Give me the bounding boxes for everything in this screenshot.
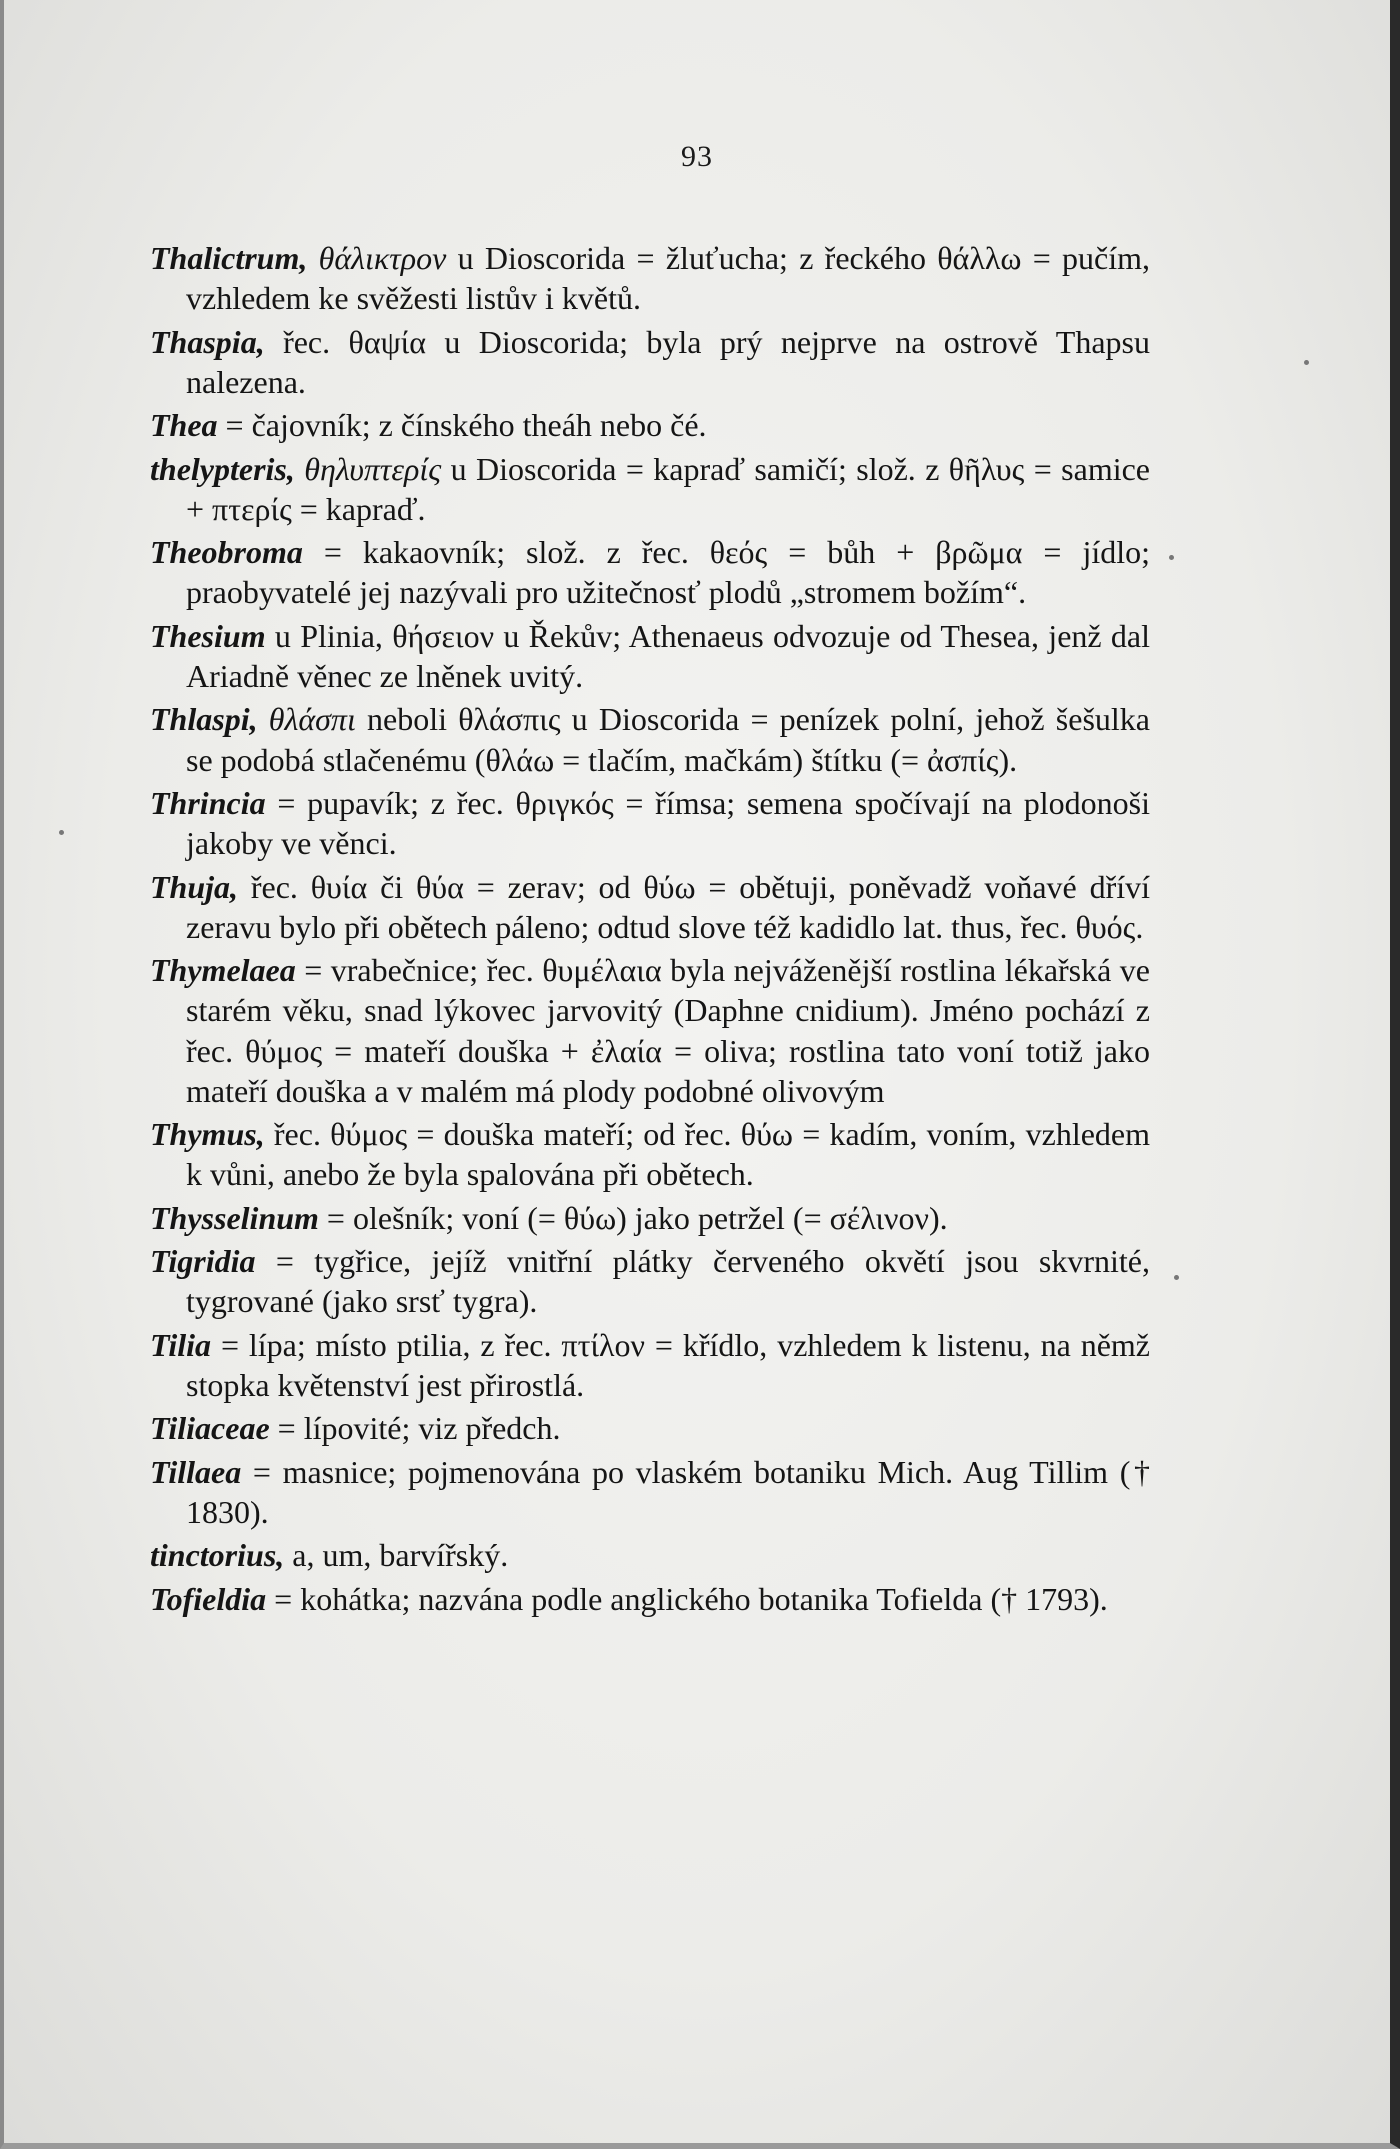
- ink-speck: [1304, 360, 1309, 365]
- entry-headword: Tillaea: [150, 1453, 242, 1490]
- entry-headword: Thaspia,: [150, 323, 265, 360]
- entry: [150, 867, 1150, 947]
- entry: [150, 950, 1150, 1111]
- entry: [150, 1535, 1150, 1575]
- entry: [150, 1198, 1150, 1238]
- entry-headword: Thlaspi,: [150, 701, 258, 738]
- entry-greek: θλάσπι: [268, 701, 356, 738]
- entry: [150, 1579, 1150, 1619]
- entry-text: u Dioscorida = kapraď samičí; slož. z θῆλυς = samice + πτερίς = kapraď.: [186, 450, 1151, 527]
- entry-headword: Tigridia: [150, 1243, 256, 1280]
- entry: [150, 699, 1150, 779]
- entry: [150, 449, 1150, 529]
- entry-headword: Thalictrum,: [150, 240, 308, 276]
- entry: [150, 1241, 1150, 1321]
- entry: [150, 405, 1150, 445]
- entry-text: = pupavík; z řec. θριγκός = římsa; semena spočívají na plodonoši jakoby ve věnci.: [186, 784, 1151, 862]
- entry-headword: Thesium: [150, 617, 266, 654]
- entry: [150, 783, 1150, 863]
- entry-text: = lípa; místo ptilia, z řec. πτίλον = křídlo, vzhledem k listenu, na němž stopka květenství jest přirostlá.: [186, 1326, 1151, 1403]
- entry: [150, 1408, 1150, 1448]
- entry-text: řec. θύμος = douška mateří; od řec. θύω = kadím, voním, vzhledem k vůni, anebo že byla spalována při obětech.: [186, 1116, 1151, 1193]
- entry-greek: θηλυπτερίς: [304, 450, 442, 487]
- entry: [150, 616, 1150, 696]
- entry-text: a, um, barvířský.: [292, 1537, 509, 1574]
- entry-headword: tinctorius,: [150, 1537, 285, 1574]
- ink-speck: [1174, 1275, 1179, 1280]
- entry-headword: Tilia: [150, 1326, 212, 1363]
- entry-headword: Theobroma: [150, 534, 303, 571]
- entry: [150, 1452, 1150, 1532]
- entry-text: u Plinia, θήσειον u Řekův; Athenaeus odvozuje od Thesea, jenž dal Ariadně věnec ze lněnek uvitý.: [186, 617, 1151, 694]
- entry-headword: Thymus,: [150, 1116, 265, 1153]
- ink-speck: [59, 830, 64, 835]
- entry: [150, 1114, 1150, 1194]
- entry-text: = lípovité; viz předch.: [277, 1410, 561, 1447]
- entry-headword: Thea: [150, 407, 218, 444]
- entry-headword: Tofieldia: [150, 1580, 267, 1617]
- entry-text: řec. θυία či θύα = zerav; od θύω = obětuji, poněvadž voňavé dříví zeravu bylo při obětech páleno; odtud slove též kadidlo lat. thus, řec. θυός.: [186, 868, 1151, 945]
- entry-text: řec. θαψία u Dioscorida; byla prý nejprve na ostrově Thapsu nalezena.: [186, 323, 1151, 400]
- entry-text: u Dioscorida = žluťucha; z řeckého θάλλω = pučím, vzhledem ke svěžesti listův i květů.: [186, 240, 1151, 317]
- entry-text: = vrabečnice; řec. θυμέλαια byla nejváženější rostlina lékařská ve starém věku, snad lýkovec jarvovitý (Daphne cnidium). Jméno pochází z řec. θύμος = mateří douška + ἐλαία = oliva; rostlina tato voní totiž jako mateří douška a v malém má plody podobné olivovým: [186, 952, 1151, 1109]
- entry-text: = kohátka; nazvána podle anglického botanika Tofielda († 1793).: [274, 1580, 1108, 1617]
- entry-text: = masnice; pojmenována po vlaském botaniku Mich. Aug Tillim († 1830).: [186, 1453, 1151, 1530]
- entry-headword: thelypteris,: [150, 450, 295, 487]
- entry-text: neboli θλάσπις u Dioscorida = penízek polní, jehož šešulka se podobá stlačenému (θλάω = tlačím, mačkám) štítku (= ἀσπίς).: [186, 701, 1151, 778]
- entry-headword: Thrincia: [150, 784, 266, 821]
- dictionary-entries: [150, 238, 1150, 1622]
- entry-greek: θάλικτρον: [318, 240, 447, 276]
- entry-headword: Tiliaceae: [150, 1410, 270, 1447]
- entry-text: = kakaovník; slož. z řec. θεός = bůh + βρῶμα = jídlo; praobyvatelé jej nazývali pro užitečnosť plodů „stromem božím“.: [186, 534, 1151, 611]
- entry-text: = olešník; voní (= θύω) jako petržel (= σέλινον).: [326, 1199, 948, 1236]
- entry-headword: Thymelaea: [150, 952, 296, 989]
- entry-text: = tygřice, jejíž vnitřní plátky červeného okvětí jsou skvrnité, tygrované (jako srsť tygra).: [186, 1243, 1151, 1320]
- entry-headword: Thysselinum: [150, 1199, 319, 1236]
- entry: [150, 322, 1150, 402]
- entry-headword: Thuja,: [150, 868, 239, 905]
- entry-text: = čajovník; z čínského theáh nebo čé.: [225, 407, 707, 444]
- page-number: 93: [681, 140, 713, 173]
- ink-speck: [1169, 555, 1174, 560]
- entry: [150, 238, 1150, 318]
- entry: [150, 1325, 1150, 1405]
- entry: [150, 532, 1150, 612]
